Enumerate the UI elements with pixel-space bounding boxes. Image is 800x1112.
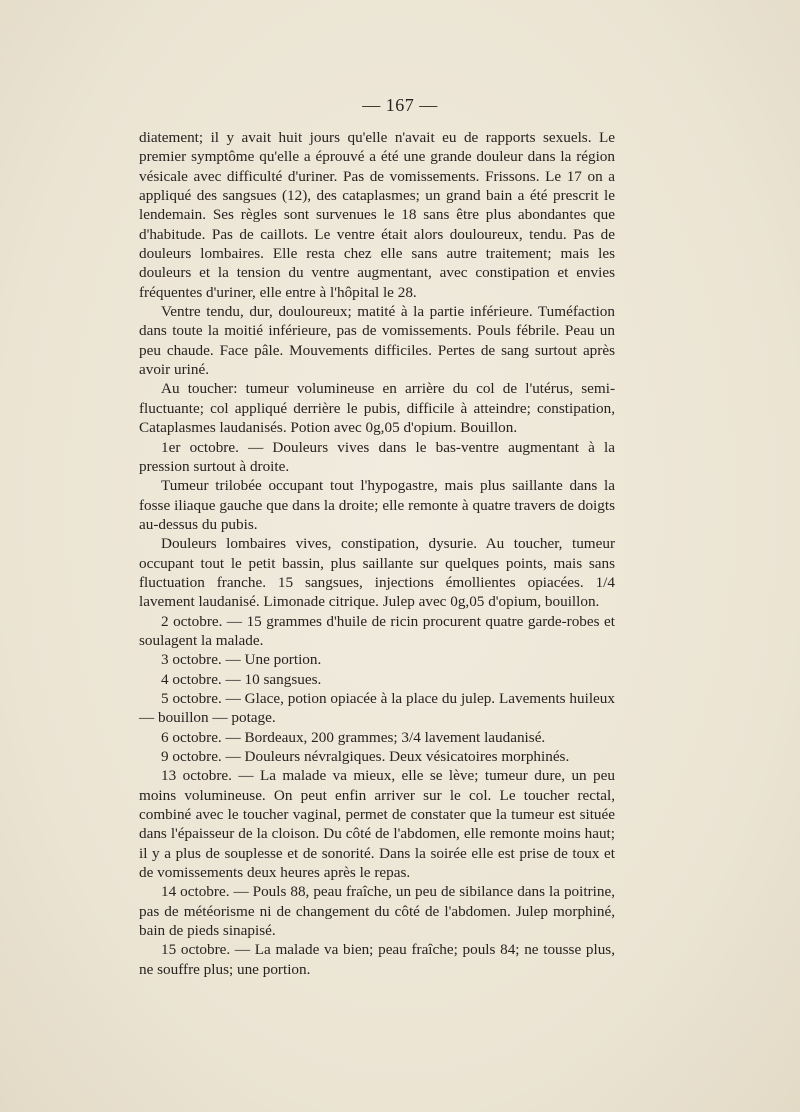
paragraph-13: 13 octobre. — La malade va mieux, elle se lève; tumeur dure, un peu moins volumineuse. On peut enfin arriver sur le col. Le toucher rectal, combiné avec le toucher vaginal, permet de constater que la tumeur est située dans l'épaisseur de la cloison. Du côté de l'abdomen, elle remonte moins haut; il y a plus de souplesse et de sonorité. Dans la soirée elle est prise de toux et de vomissements deux heures après le repas. [139, 767, 615, 882]
paragraph-2: Ventre tendu, dur, douloureux; matité à la partie inférieure. Tuméfaction dans toute la moitié inférieure, pas de vomissements. Pouls fébrile. Peau un peu chaude. Face pâle. Mouvements difficiles. Pertes de sang surtout après avoir uriné. [139, 303, 615, 379]
paragraph-4: 1er octobre. — Douleurs vives dans le bas-ventre augmentant à la pression surtout à droite. [139, 438, 615, 475]
paragraph-5: Tumeur trilobée occupant tout l'hypogastre, mais plus saillante dans la fosse iliaque gauche que dans la droite; elle remonte à quatre travers de doigts au-dessus du pubis. [139, 477, 615, 533]
paragraph-15: 15 octobre. — La malade va bien; peau fraîche; pouls 84; ne tousse plus, ne souffre plus; une portion. [139, 941, 615, 978]
paragraph-10: 5 octobre. — Glace, potion opiacée à la place du julep. Lavements huileux — bouillon — potage. [139, 689, 615, 727]
page-number: — 167 — [362, 95, 438, 115]
paragraph-7: 2 octobre. — 15 grammes d'huile de ricin procurent quatre garde-robes et soulagent la malade. [139, 612, 615, 649]
paragraph-9: 4 octobre. — 10 sangsues. [161, 670, 322, 688]
paragraph-14: 14 octobre. — Pouls 88, peau fraîche, un peu de sibilance dans la poitrine, pas de météorisme ni de changement du côté de l'abdomen. Julep morphiné, bain de pieds sinapisé. [139, 883, 615, 940]
paragraph-8: 3 octobre. — Une portion. [161, 651, 322, 669]
paragraph-12: 9 octobre. — Douleurs névralgiques. Deux vésicatoires morphinés. [161, 748, 570, 765]
paragraph-3: Au toucher: tumeur volumineuse en arrière du col de l'utérus, semi-fluctuante; col appliqué derrière le pubis, difficile à atteindre; constipation, Cataplasmes laudanisés. Potion avec 0g,05 d'opium. Bouillon. [139, 380, 615, 437]
paragraph-1: diatement; il y avait huit jours qu'elle n'avait eu de rapports sexuels. Le premier symptôme qu'elle a éprouvé a été une grande douleur dans la région vésicale avec difficulté d'uriner. Pas de vomissements. Frissons. Le 17 on a appliqué des sangsues (12), des cataplasmes; un grand bain a été prescrit le lendemain. Ses règles sont survenues le 18 sans être plus abondantes que d'habitude. Pas de caillots. Le ventre était alors douloureux, tendu. Pas de douleurs lombaires. Elle resta chez elle sans autre traitement; mais les douleurs et la tension du ventre augmentant, avec constipation et envies fréquentes d'uriner, elle entre à l'hôpital le 28. [139, 129, 615, 301]
paragraph-11: 6 octobre. — Bordeaux, 200 grammes; 3/4 lavement laudanisé. [161, 728, 546, 746]
paragraph-6: Douleurs lombaires vives, constipation, dysurie. Au toucher, tumeur occupant tout le petit bassin, plus saillante sur quelques points, mais sans fluctuation franche. 15 sangsues, injections émollientes opiacées. 1/4 lavement laudanisé. Limonade citrique. Julep avec 0g,05 d'opium, bouillon. [139, 535, 615, 611]
body-text [139, 128, 615, 979]
